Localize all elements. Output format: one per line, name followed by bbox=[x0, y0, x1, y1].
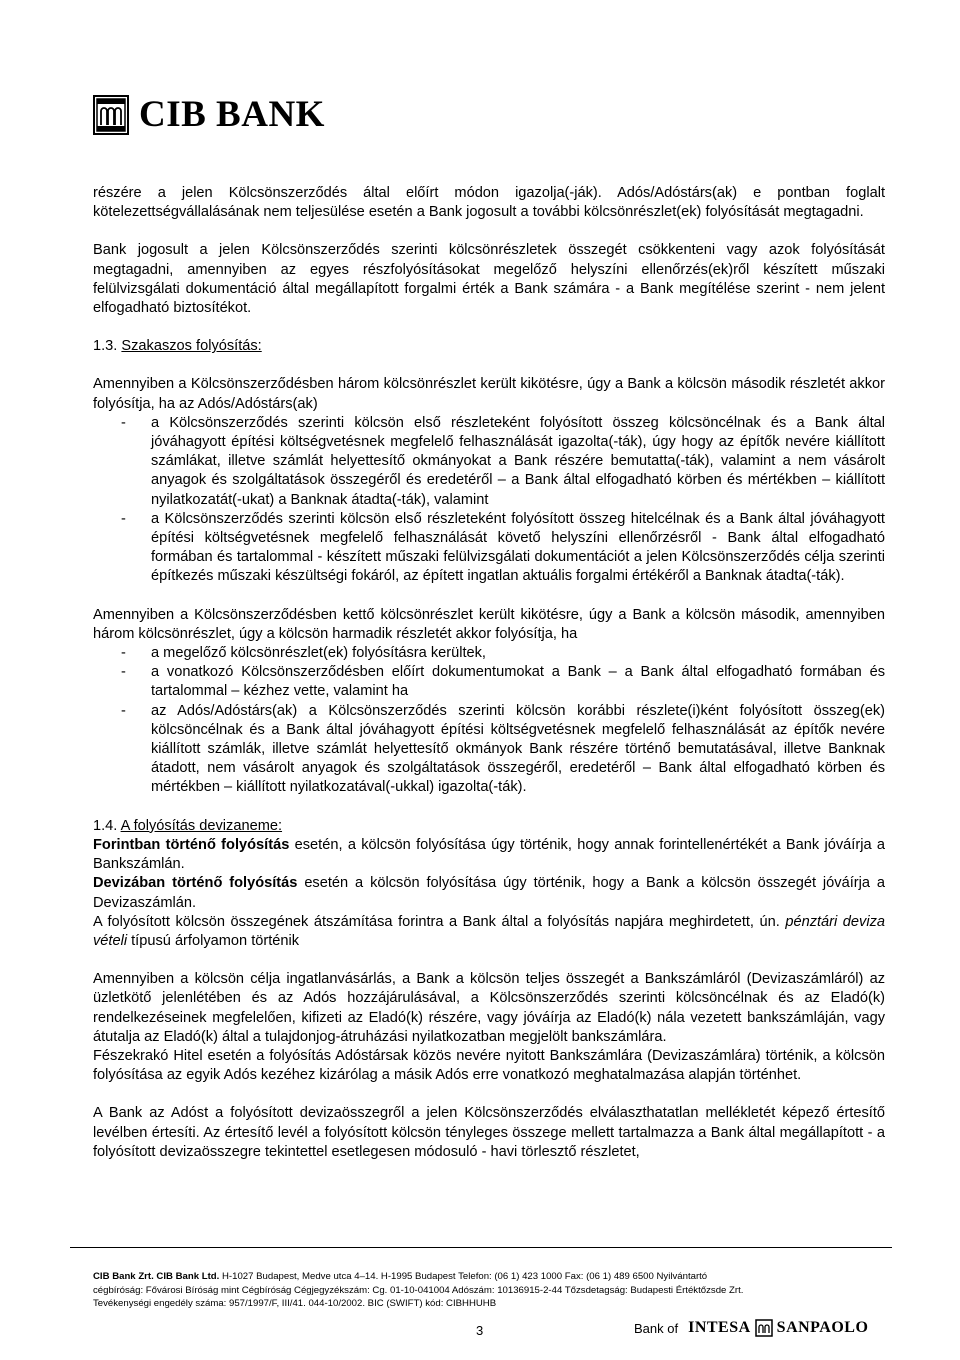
footer-divider bbox=[70, 1247, 892, 1248]
bold-term: Forintban történő folyósítás bbox=[93, 836, 290, 853]
footer-line-1: CIB Bank Zrt. CIB Bank Ltd. H-1027 Budapest, Medve utca 4–14. H-1995 Budapest Telefon: (06 1) 423 1000 Fax: (06 1) 489 6500 Nyilvántartó bbox=[93, 1271, 708, 1282]
document-body bbox=[93, 184, 885, 1162]
cib-building-icon bbox=[93, 95, 129, 135]
list-item-text: a Kölcsönszerződés szerinti kölcsön első részleteként folyósított összeg hitelcélnak és a Bank által jóváhagyott építési költségvetésnek megfelelő felhasználását követő helyszíni ellenőrzésről - Bank által elfogadható formában és tartalommal - készített műszaki felülvizsgálati dokumentációt a jelen Kölcsönszerződés célja szerinti építkezés műszaki készültségi fokáról, az épített ingatlan aktuális forgalmi értékéről a Banknak átadta(-ták). bbox=[151, 510, 885, 585]
list-item: - a vonatkozó Kölcsönszerződésben előírt dokumentumokat a Bank – a Bank által elfogadható formában és tartalommal – kézhez vette, valamint ha bbox=[93, 663, 885, 701]
sanpaolo-text: SANPAOLO bbox=[776, 1319, 869, 1336]
paragraph: részére a jelen Kölcsönszerződés által előírt módon igazolja(-ják). Adós/Adóstárs(ak) e pontban foglalt kötelezettségvállalásának nem teljesülése esetén a Bank jogosult a további kölcsönrészlet(ek) folyósítását megtagadni. bbox=[93, 185, 885, 221]
intesa-emblem-icon bbox=[755, 1319, 773, 1337]
paragraph: Amennyiben a kölcsön célja ingatlanvásárlás, a Bank a kölcsön teljes összegét a Bankszámláról (Devizaszámláról) az üzletkötő jelenlétében és az Adós hozzájárulásával, a Kölcsönszerződés szerinti kölcsöncélnak és az Eladó(k) rendelkezéseinek megfelelően, kifizeti az Eladó(k) részére, vagy jóváírja az Eladó(k) nála vezetett bankszámláján, vagy átutalja az Eladó(k) által a tulajdonjog-átruházási nyilatkozatban megjelölt bankszámlára. bbox=[93, 971, 885, 1045]
intesa-sanpaolo-logo bbox=[634, 1317, 868, 1339]
paragraph: Amennyiben a Kölcsönszerződésben kettő kölcsönrészlet került kikötésre, úgy a Bank a kölcsön második, amennyiben három kölcsönrészlet, úgy a kölcsön harmadik részletét akkor folyósítja, ha bbox=[93, 606, 885, 642]
section-heading-1-4 bbox=[93, 817, 885, 836]
bold-term: Devizában történő folyósítás bbox=[93, 875, 298, 892]
bank-of-text: Bank of bbox=[634, 1320, 679, 1336]
section-number: 1.4. bbox=[93, 817, 118, 834]
paragraph: Amennyiben a Kölcsönszerződésben három kölcsönrészlet került kikötésre, úgy a Bank a kölcsön második részletét akkor folyósítja, ha az Adós/Adóstárs(ak) bbox=[93, 376, 885, 412]
list-item-text: a Kölcsönszerződés szerinti kölcsön első részleteként folyósított összeg kölcsöncélnak és a Bank által jóváhagyott építési költségvetésnek megfelelő felhasználását igazolta(-ták), úgy hogy az építők nevére kiállított számlákat, illetve számlát helyettesítő okmányokat a Bank részére bemutatta(-ták), valamint a nem vásárolt anyagok és szolgáltatások összegéről és eredetéről – a Bank által elfogadható körben és mértékben – kiállított nyilatkozatát(-ukat) a Banknak átadta(-ták), valamint bbox=[151, 414, 885, 508]
list-item: - a megelőző kölcsönrészlet(ek) folyósításra kerültek, bbox=[93, 644, 885, 663]
intesa-text: INTESA bbox=[688, 1319, 751, 1336]
paragraph: Bank jogosult a jelen Kölcsönszerződés szerinti kölcsönrészletek összegét csökkenteni vagy azok folyósítását megtagadni, amennyiben az egyes részfolyósításokat megelőző helyszíni ellenőrzés(ek)ről készített műszaki felülvizsgálati dokumentáció által megállapított forgalmi érték a Bank számára - a Bank megítélése szerint - nem jelent elfogadható biztosítékot. bbox=[93, 242, 885, 317]
list-item-text: a megelőző kölcsönrészlet(ek) folyósításra kerültek, bbox=[151, 645, 486, 662]
paragraph-deviza: Devizában történő folyósítás esetén a kölcsön folyósítása úgy történik, hogy a Bank a kölcsön összegét jóváírja a Devizaszámlán. bbox=[93, 875, 885, 911]
italic-term: pénztári deviza vételi bbox=[93, 913, 885, 949]
paragraph: A Bank az Adóst a folyósított devizaösszegről a jelen Kölcsönszerződés elválaszthatatlan mellékletét képező értesítő levélben értesíti. Az értesítő levél a folyósított kölcsön tényleges összege mellett tartalmazza a Bank által megállapított - a folyósított devizaösszegre tekintettel esetlegesen módosuló - havi törlesztő részletet, bbox=[93, 1105, 885, 1160]
list-item-text: a vonatkozó Kölcsönszerződésben előírt dokumentumokat a Bank – a Bank által elfogadható formában és tartalommal – kézhez vette, valamint ha bbox=[151, 664, 885, 700]
paragraph-conversion: A folyósított kölcsön összegének átszámítása forintra a Bank által a folyósítás napjára meghirdetett, ún. pénztári deviza vételi típusú árfolyamon történik bbox=[93, 913, 885, 949]
section-heading-1-3 bbox=[93, 337, 885, 356]
section-title: A folyósítás devizaneme: bbox=[120, 817, 283, 834]
list-item: - a Kölcsönszerződés szerinti kölcsön első részleteként folyósított összeg hitelcélnak és a Bank által jóváhagyott építési költségvetésnek megfelelő felhasználását követő helyszíni ellenőrzésről - Bank által elfogadható formában és tartalommal - készített műszaki felülvizsgálati dokumentációt a jelen Kölcsönszerződés célja szerinti építkezés műszaki készültségi fokáról, az épített ingatlan aktuális forgalmi értékéről a Banknak átadta(-ták). bbox=[93, 510, 885, 587]
footer-line-3: Tevékenységi engedély száma: 957/1997/F, III/41. 044-10/2002. BIC (SWIFT) kód: CIBHHUHB bbox=[93, 1298, 497, 1310]
cib-bank-logo bbox=[93, 94, 325, 136]
footer-line-2: cégbíróság: Fővárosi Bíróság mint Cégbíróság Cégjegyzékszám: Cg. 01-10-041004 Adószám: 10136915-2-44 Tőzsdetagság: Budapesti Értéktőzsde Zrt. bbox=[93, 1284, 744, 1296]
section-number: 1.3. bbox=[93, 338, 118, 355]
paragraph: Fészekrakó Hitel esetén a folyósítás Adóstársak közös nevére nyitott Bankszámlára (Devizaszámlára) történik, a kölcsön folyósítása az egyik Adós kezéhez kizárólag a másik Adós erre vonatkozó meghatalmazása alapján történhet. bbox=[93, 1047, 885, 1084]
list-item: - az Adós/Adóstárs(ak) a Kölcsönszerződés szerinti kölcsön korábbi részlete(i)ként folyósított összeg(ek) kölcsöncélnak és a Bank által jóváhagyott építési költségvetésnek megfelelő felhasználását az építők nevére kiállított számlák, illetve számlát helyettesítő okmányok Bank részére történő bemutatásával, illetve Banknak átadott, nem vásárolt anyagok és szolgáltatások összegéről, eredetéről – Bank által elfogadható körben és mértékben – kiállított nyilatkozatával(-ukkal) igazolta(-ták). bbox=[93, 702, 885, 798]
paragraph-forint: Forintban történő folyósítás esetén, a kölcsön folyósítása úgy történik, hogy annak forintellenértékét a Bank jóváírja a Bankszámlán. bbox=[93, 836, 885, 873]
page-number: 3 bbox=[476, 1323, 484, 1338]
footer bbox=[93, 1270, 893, 1311]
section-title: Szakaszos folyósítás: bbox=[121, 338, 262, 355]
list-item: - a Kölcsönszerződés szerinti kölcsön első részleteként folyósított összeg kölcsöncélnak és a Bank által jóváhagyott építési költségvetésnek megfelelő felhasználását igazolta(-ták), úgy hogy az építők nevére kiállított számlákat, illetve számlát helyettesítő okmányokat a Bank részére bemutatta(-ták), valamint a nem vásárolt anyagok és szolgáltatások összegéről és eredetéről – a Bank által elfogadható körben és mértékben – kiállított nyilatkozatát(-ukat) a Banknak átadta(-ták), valamint bbox=[93, 414, 885, 510]
footer-company: CIB Bank Zrt. CIB Bank Ltd. bbox=[93, 1271, 220, 1282]
list-item-text: az Adós/Adóstárs(ak) a Kölcsönszerződés szerinti kölcsön korábbi részlete(i)ként folyósított összeg(ek) kölcsöncélnak és a Bank által jóváhagyott építési költségvetésnek megfelelő felhasználását az építők nevére kiállított számlák, illetve számlát helyettesítő okmányok Bank részére történő bemutatásával, illetve Banknak átadott, nem vásárolt anyagok és szolgáltatások összegéről, eredetéről – Bank által elfogadható körben és mértékben – kiállított nyilatkozatával(-ukkal) igazolta(-ták). bbox=[151, 702, 885, 796]
logo-text: CIB BANK bbox=[139, 94, 325, 135]
